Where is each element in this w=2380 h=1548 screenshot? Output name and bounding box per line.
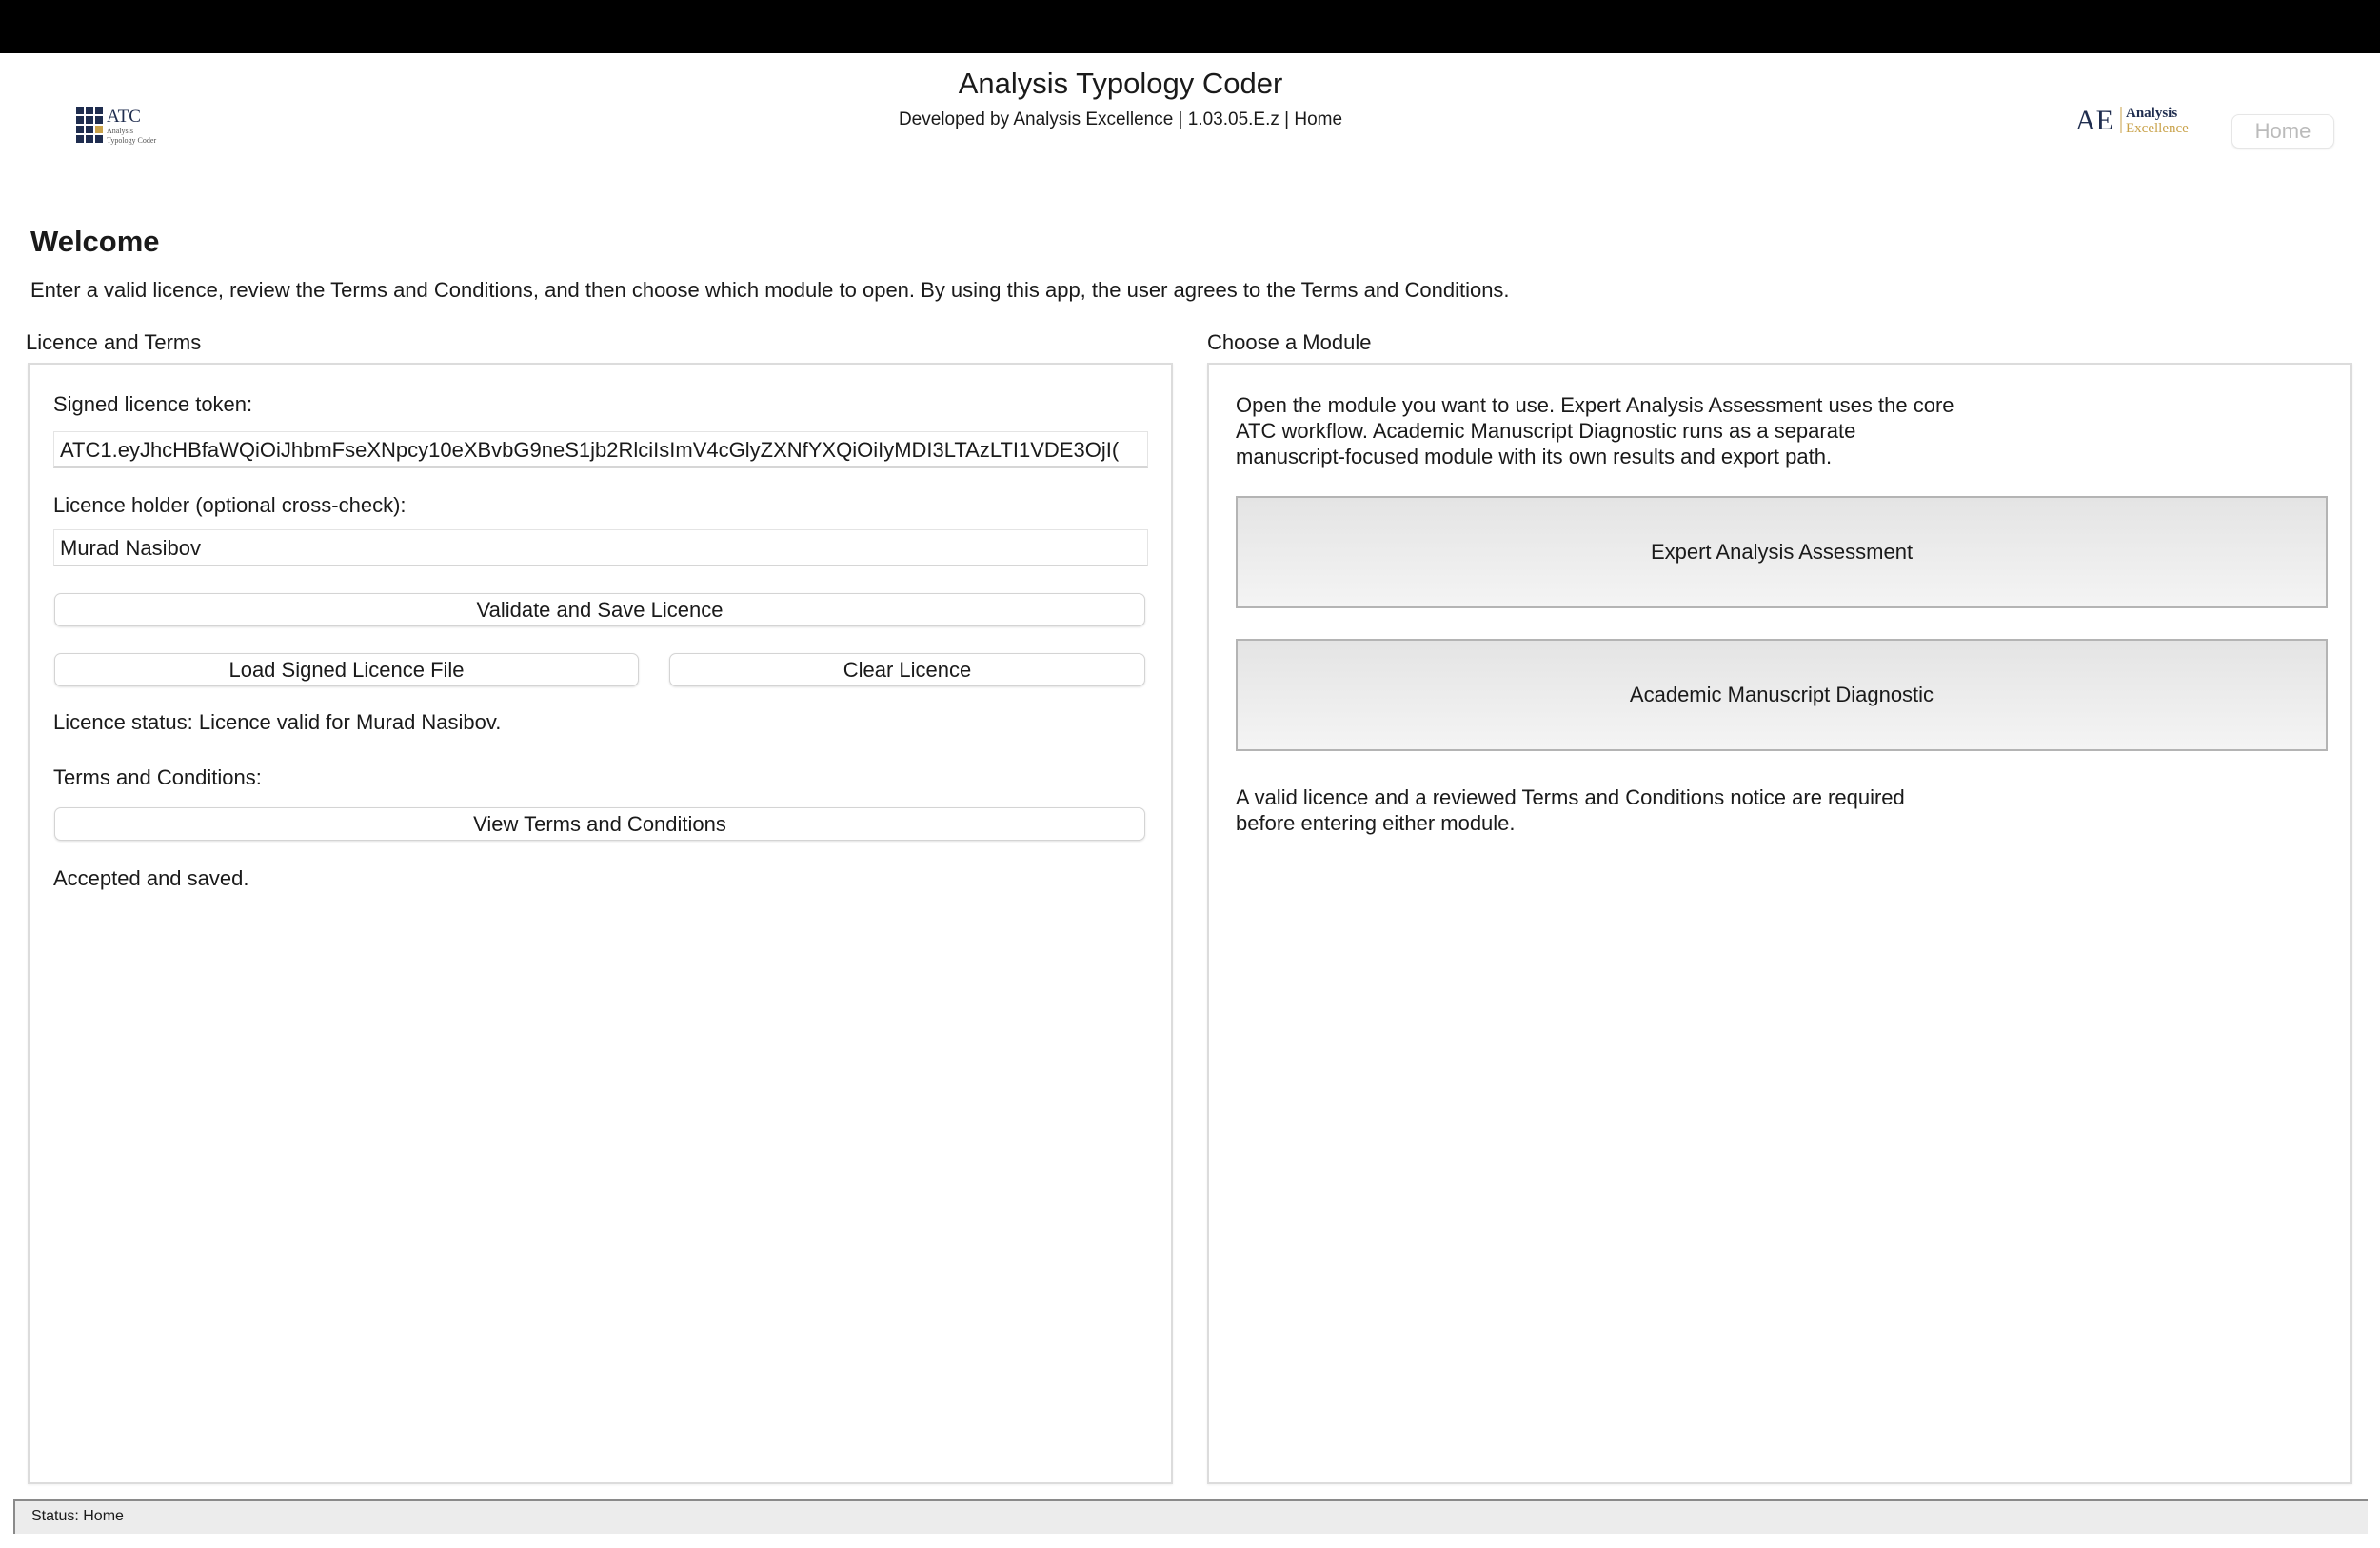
welcome-intro: Enter a valid licence, review the Terms and Conditions, and then choose which module to open. By using this app, the user agrees to the Terms and Conditions. (30, 278, 1510, 302)
terms-label: Terms and Conditions: (53, 765, 262, 789)
modules-section-title: Choose a Module (1207, 330, 1372, 354)
clear-licence-button[interactable]: Clear Licence (669, 653, 1145, 686)
svg-text:AE: AE (2075, 105, 2113, 136)
academic-manuscript-diagnostic-button[interactable]: Academic Manuscript Diagnostic (1236, 639, 2328, 751)
home-button[interactable]: Home (2231, 114, 2334, 149)
svg-text:Excellence: Excellence (2126, 121, 2189, 136)
licence-section-title: Licence and Terms (26, 330, 202, 354)
licence-status-text: Licence status: Licence valid for Murad Nasibov. (53, 710, 502, 734)
modules-description: Open the module you want to use. Expert Analysis Assessment uses the core ATC workflow. Academic Manuscript Diagnostic runs as a separate manuscript-focused module with its own results and export path. (1236, 393, 1954, 468)
welcome-heading: Welcome (30, 225, 160, 258)
window-top-bar (0, 0, 2380, 53)
analysis-excellence-logo (2075, 101, 2199, 139)
load-licence-file-button[interactable]: Load Signed Licence File (54, 653, 639, 686)
svg-text:Analysis: Analysis (107, 127, 133, 135)
terms-status-text: Accepted and saved. (53, 866, 249, 890)
licence-holder-input[interactable]: Murad Nasibov (53, 529, 1148, 566)
validate-save-licence-button[interactable]: Validate and Save Licence (54, 593, 1145, 626)
svg-text:ATC: ATC (107, 107, 141, 127)
status-bar: Status: Home (13, 1499, 2368, 1534)
expert-analysis-assessment-button[interactable]: Expert Analysis Assessment (1236, 496, 2328, 608)
modules-panel (1207, 363, 2352, 1484)
svg-text:Analysis: Analysis (2126, 106, 2178, 121)
licence-token-input[interactable]: ATC1.eyJhcHBfaWQiOiJhbmFseXNpcy10eXBvbG9neS1jb2RlciIsImV4cGlyZXNfYXQiOiIyMDI3LTAzLTI1VDE3OjI( (53, 431, 1148, 468)
token-label: Signed licence token: (53, 392, 253, 416)
module-requirement-note: A valid licence and a reviewed Terms and Conditions notice are required before entering either module. (1236, 785, 1905, 835)
app-title: Analysis Typology Coder (958, 67, 1283, 100)
app-subtitle: Developed by Analysis Excellence | 1.03.05.E.z | Home (898, 109, 1343, 129)
holder-label: Licence holder (optional cross-check): (53, 493, 407, 517)
view-terms-button[interactable]: View Terms and Conditions (54, 807, 1145, 841)
licence-panel (28, 363, 1173, 1484)
svg-text:Typology Coder: Typology Coder (107, 136, 157, 145)
